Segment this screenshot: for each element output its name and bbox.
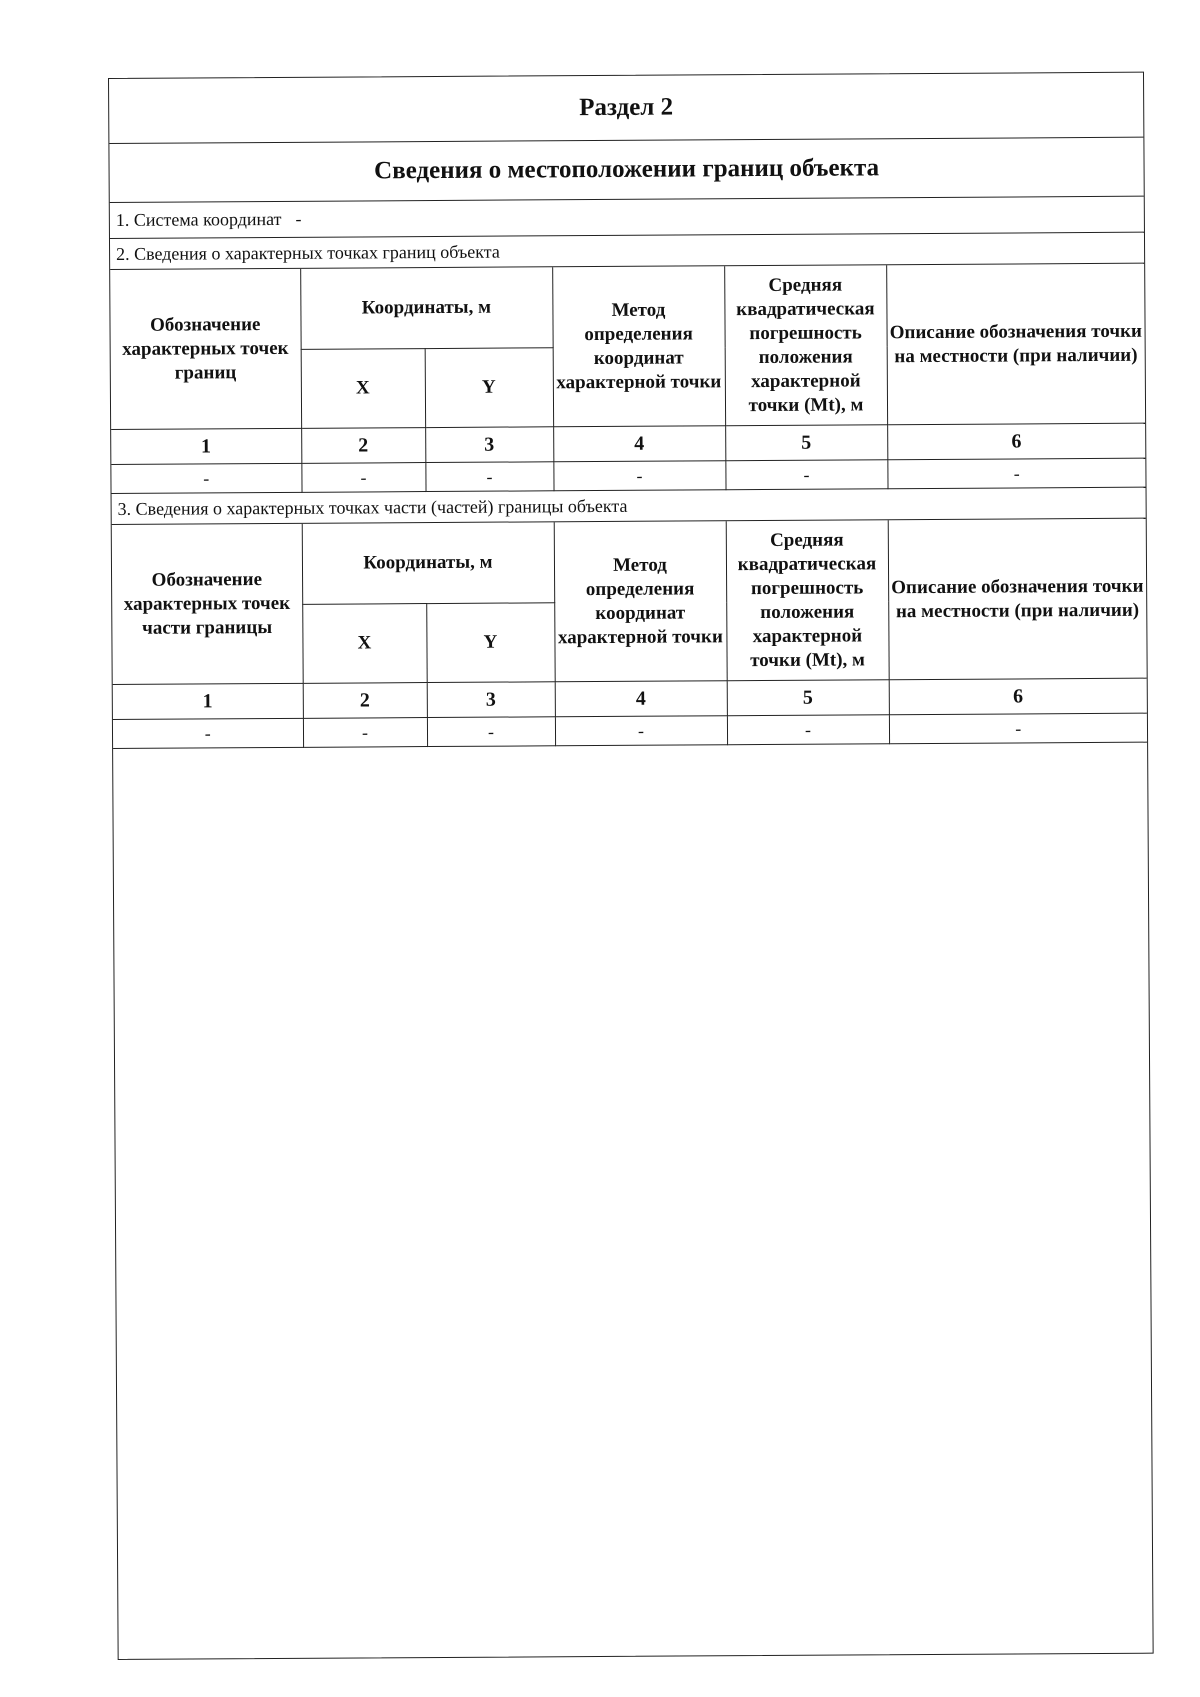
document-title: Сведения о местоположении границ объекта — [109, 138, 1143, 203]
header-x: X — [301, 349, 425, 429]
header-coordinates: Координаты, м — [300, 267, 552, 349]
header-designation: Обозначение характерных точек части границы — [112, 524, 303, 685]
table-cell: - — [301, 463, 425, 493]
header-method: Метод определения координат характерной точки — [554, 521, 727, 682]
table-cell: - — [113, 718, 303, 748]
table-cell: - — [725, 460, 887, 490]
header-description: Описание обозначения точки на местности (при наличии) — [888, 519, 1147, 680]
table-cell: - — [555, 716, 727, 746]
column-number: 5 — [727, 680, 889, 716]
header-error: Средняя квадратическая погрешность положения характерной точки (Mt), м — [724, 265, 887, 425]
column-number: 2 — [301, 428, 425, 464]
table-row — [113, 713, 1147, 748]
column-number: 3 — [427, 682, 555, 718]
document-sheet — [108, 72, 1154, 1660]
column-number: 6 — [889, 678, 1147, 715]
column-number: 4 — [555, 681, 727, 717]
column-number: 1 — [111, 428, 301, 464]
boundary-points-table — [110, 264, 1145, 494]
table-cell: - — [553, 461, 725, 491]
header-description: Описание обозначения точки на местности (при наличии) — [886, 264, 1145, 425]
part-boundary-points-table — [112, 519, 1147, 749]
coordinate-system-label: 1. Система координат — [115, 208, 282, 230]
header-x: X — [302, 604, 426, 684]
section-title: Раздел 2 — [109, 73, 1143, 144]
column-number: 3 — [425, 427, 553, 463]
header-error: Средняя квадратическая погрешность положения характерной точки (Mt), м — [726, 520, 889, 680]
column-number: 5 — [725, 425, 887, 461]
table-cell: - — [887, 458, 1145, 489]
table-cell: - — [427, 717, 555, 747]
table2-caption: 3. Сведения о характерных точках части (частей) границы объекта — [112, 488, 1146, 525]
table1-caption: 2. Сведения о характерных точках границ объекта — [110, 233, 1144, 270]
header-y: Y — [426, 603, 554, 683]
table-cell: - — [303, 718, 427, 748]
table-cell: - — [889, 713, 1147, 744]
table-cell: - — [111, 463, 301, 493]
column-number: 6 — [887, 423, 1145, 460]
column-number: 2 — [303, 683, 427, 719]
header-designation: Обозначение характерных точек границ — [110, 269, 301, 430]
table-cell: - — [727, 715, 889, 745]
column-number: 1 — [113, 683, 303, 719]
table-cell: - — [425, 462, 553, 492]
header-coordinates: Координаты, м — [302, 522, 554, 604]
column-number: 4 — [553, 426, 725, 462]
header-y: Y — [425, 348, 553, 428]
coordinate-system-value: - — [295, 208, 302, 229]
header-method: Метод определения координат характерной точки — [552, 266, 725, 427]
